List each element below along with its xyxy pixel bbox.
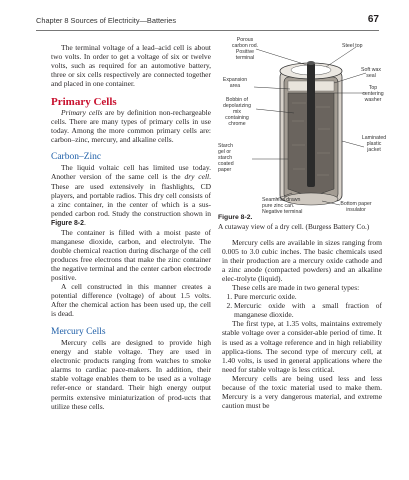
chapter-title: Chapter 8 Sources of Electricity—Batteries (36, 16, 177, 25)
list-item: 1. Pure mercuric oxide. (234, 292, 382, 301)
carbon-zinc-paragraph-2: The container is filled with a moist paste of manganese dioxide, carbon, and electrolyte. The double chemical reaction during discharge of the cell produces free electrons that make the zinc container the negative terminal and the center carbon electrode positive. (51, 227, 211, 282)
label-laminated-jacket: Laminated plastic jacket (361, 135, 387, 153)
list-item: 2. Mercuric oxide with a small fraction of manganese dioxide. (234, 301, 382, 319)
label-expansion-area: Expansion area (222, 77, 248, 89)
dry-cell-figure (216, 37, 388, 215)
figure-caption-text: A cutaway view of a dry cell. (Burgess Battery Co.) (218, 221, 370, 231)
mercury-cells-paragraph: Mercury cells are designed to provide high energy and stable voltage. They are used in electronic products ranging from watches to smoke alarms to cardiac pace-makers. In addition, their stable voltage enables them to be used as a voltage refer-ence or standard. Their high energy output permits extensive miniaturization of prod-ucts that utilize these cells. (51, 338, 211, 411)
page-number: 67 (367, 14, 379, 25)
header-rule (36, 30, 379, 31)
label-steel-top: Steel top (342, 43, 363, 49)
intro-paragraph: The terminal voltage of a lead–acid cell is about two volts. In order to get a voltage of six or twelve volts, such as required for an automotive battery, three or six cells respectively are connected together and placed in one container. (51, 43, 211, 89)
label-bobbin: Bobbin of depolarizing mix containing chrome (223, 97, 251, 127)
mercury-types-list (222, 292, 382, 319)
primary-cells-paragraph: Primary cells are by definition non-rechargeable cells. There are many types of primary cells in use today. Among the more common primary cells are: carbon–zinc, mercury, and alkaline cells. (51, 108, 211, 145)
figure-caption (218, 213, 390, 231)
mercury-cells-heading: Mercury Cells (51, 327, 106, 338)
label-zinc-can: Seamless drawn pure zinc can. Negative terminal (262, 197, 303, 215)
mercury-voltage-paragraph: The first type, at 1.35 volts, maintains extremely stable voltage over a consider-able period of time. It is used as a voltage reference and in high reliability applica-tions. The second type of mercury cell, at 1.40 volts, is used in general applications where the need for stable voltage is less critical. (222, 319, 382, 374)
label-porous-carbon-rod: Porous carbon rod. Positive terminal (231, 37, 259, 61)
dry-cell-term: dry cell (184, 172, 210, 182)
left-column (51, 43, 211, 411)
carbon-rod-shape (307, 63, 315, 187)
carbon-zinc-heading: Carbon–Zinc (51, 152, 102, 163)
right-column (222, 238, 382, 410)
label-soft-wax-seal: Soft wax seal (361, 67, 381, 79)
mercury-types-intro: These cells are made in two general types: (232, 283, 360, 293)
label-bottom-insulator: Bottom paper insulator (340, 201, 372, 213)
figure-number: Figure 8-2. (218, 214, 253, 221)
mercury-sizes-paragraph: Mercury cells are available in sizes ranging from 0.005 to 3.0 cubic inches. The basic chemicals used in their production are a mercury oxide cathode and a zinc anode (compacted powders) and an alkaline elec-trolyte (liquid). (222, 238, 382, 284)
carbon-zinc-paragraph-3: A cell constructed in this manner creates a potential difference (voltage) of about 1.5 volts. After the chemical action has been used up, the cell is dead. (51, 282, 211, 319)
primary-term: Primary cells (61, 108, 103, 118)
figure-reference: Figure 8-2 (51, 219, 84, 227)
carbon-zinc-paragraph-1: The liquid voltaic cell has limited use today. Another version of the same cell is the dry cell. These are used extensively in flashlights, CD players, and portable radios. This dry cell consists of a zinc container, in the center of which is a sus-pended carbon rod. Study the construction shown in Figure 8-2. (51, 163, 212, 227)
mercury-toxic-paragraph: Mercury cells are being used less and less because of the toxic material used to make them. Mercury is a very dangerous material, and extreme caution must be (222, 373, 382, 410)
label-top-washer: Top centering washer (362, 85, 384, 103)
page-header (36, 16, 379, 30)
label-starch-gel: Starch gel or starch coated paper (218, 143, 234, 173)
primary-cells-heading: Primary Cells (51, 96, 117, 109)
